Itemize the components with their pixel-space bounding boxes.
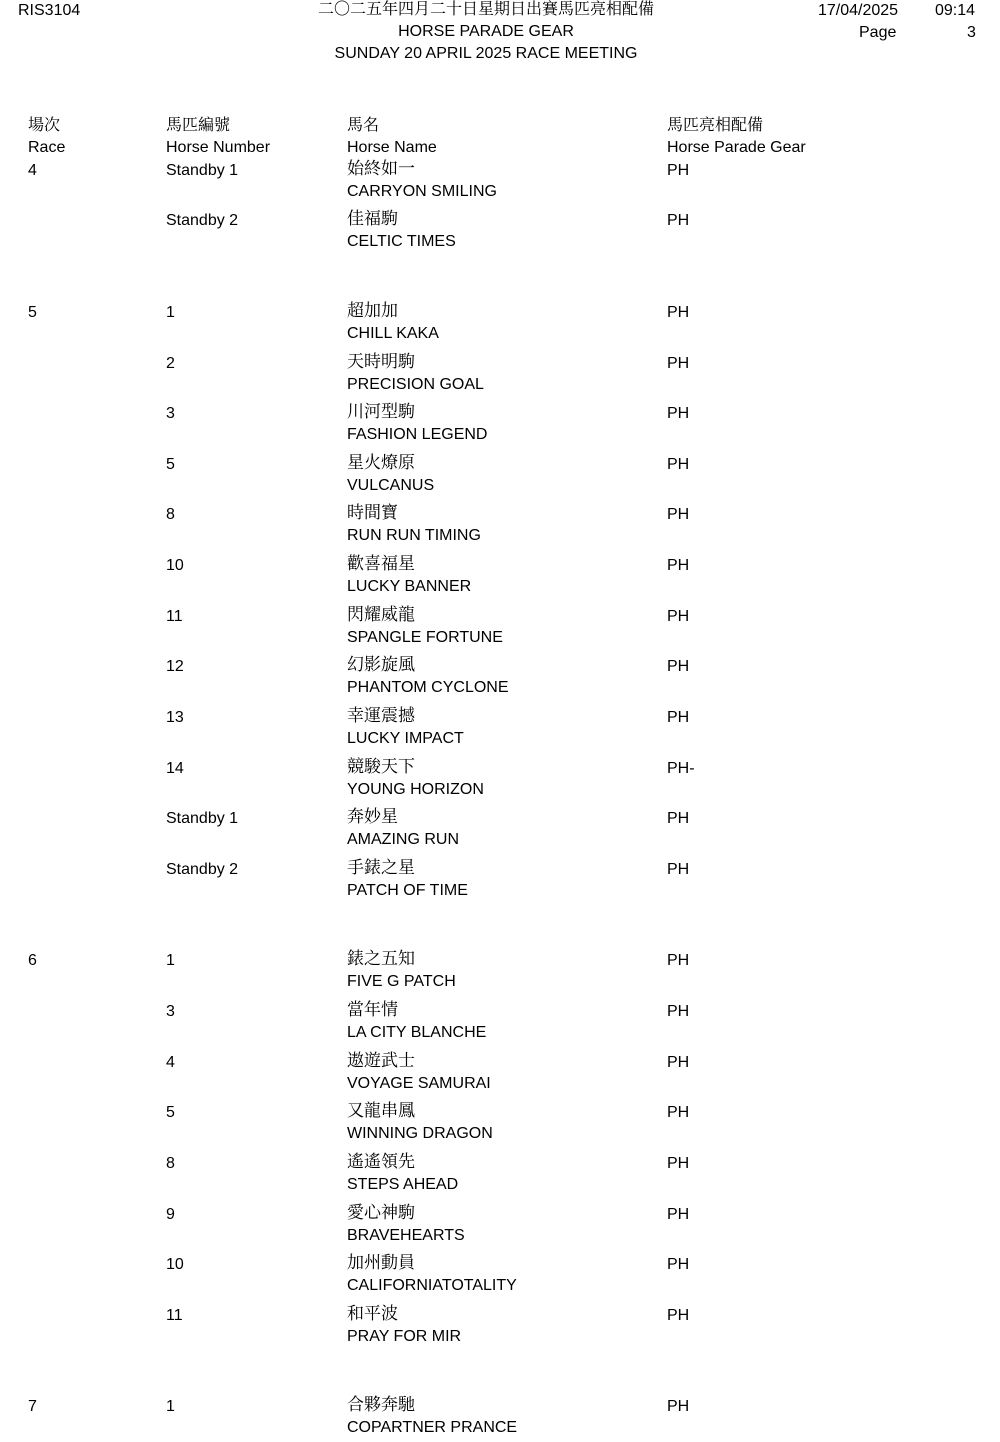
column-header-gear bbox=[667, 115, 806, 159]
report-id: RIS3104 bbox=[18, 2, 81, 19]
parade-gear-cell: PH bbox=[667, 212, 690, 229]
horse-number-cell: 11 bbox=[166, 1307, 183, 1324]
horse-name-zh: 川河型駒 bbox=[347, 402, 415, 422]
parade-gear-cell: PH bbox=[667, 952, 690, 969]
horse-name-zh: 幻影旋風 bbox=[347, 655, 415, 675]
parade-gear-cell: PH bbox=[667, 304, 690, 321]
horse-name-zh: 和平波 bbox=[347, 1304, 398, 1324]
horse-name-en: PATCH OF TIME bbox=[347, 882, 468, 899]
horse-name-zh: 超加加 bbox=[347, 301, 398, 321]
horse-name-en: PRECISION GOAL bbox=[347, 376, 484, 393]
parade-gear-cell: PH bbox=[667, 162, 690, 179]
parade-gear-cell: PH bbox=[667, 1206, 690, 1223]
horse-name-zh: 歡喜福星 bbox=[347, 554, 415, 574]
horse-number-cell: 8 bbox=[166, 1155, 175, 1172]
parade-gear-cell: PH bbox=[667, 810, 690, 827]
horse-name-en: CARRYON SMILING bbox=[347, 183, 497, 200]
horse-number-cell: 1 bbox=[166, 1398, 175, 1415]
horse-name-zh: 愛心神駒 bbox=[347, 1203, 415, 1223]
report-date: 17/04/2025 bbox=[818, 2, 899, 19]
report-title-zh: 二〇二五年四月二十日星期日出賽馬匹亮相配備 bbox=[317, 1, 654, 18]
horse-name-zh: 佳福駒 bbox=[347, 209, 398, 229]
parade-gear-cell: PH bbox=[667, 506, 690, 523]
horse-name-en: STEPS AHEAD bbox=[347, 1176, 459, 1193]
horse-name-en: WINNING DRAGON bbox=[347, 1125, 493, 1142]
horse-number-cell: 10 bbox=[166, 1256, 184, 1273]
parade-gear-cell: PH bbox=[667, 355, 690, 372]
parade-gear-cell: PH bbox=[667, 1003, 690, 1020]
horse-number-cell: Standby 1 bbox=[166, 810, 239, 827]
parade-gear-cell: PH bbox=[667, 709, 690, 726]
horse-number-cell: 3 bbox=[166, 405, 175, 422]
horse-name-zh: 遨遊武士 bbox=[347, 1051, 415, 1071]
column-header-number bbox=[166, 115, 270, 159]
horse-number-cell: 1 bbox=[166, 952, 175, 969]
parade-gear-cell: PH bbox=[667, 405, 690, 422]
column-header-race-zh: 場次 bbox=[28, 117, 61, 134]
horse-name-en: FASHION LEGEND bbox=[347, 426, 488, 443]
parade-gear-cell: PH bbox=[667, 1054, 690, 1071]
horse-number-cell: 14 bbox=[166, 760, 184, 777]
parade-gear-cell: PH bbox=[667, 861, 690, 878]
parade-gear-cell: PH bbox=[667, 1307, 690, 1324]
column-header-gear-en: Horse Parade Gear bbox=[667, 139, 806, 156]
horse-number-cell: Standby 1 bbox=[166, 162, 239, 179]
horse-name-en: PHANTOM CYCLONE bbox=[347, 679, 509, 696]
horse-name-en: VULCANUS bbox=[347, 477, 435, 494]
horse-name-en: SPANGLE FORTUNE bbox=[347, 629, 503, 646]
page-label: Page bbox=[859, 24, 897, 41]
horse-name-en: FIVE G PATCH bbox=[347, 973, 456, 990]
horse-name-zh: 時間寶 bbox=[347, 503, 398, 523]
horse-number-cell: 13 bbox=[166, 709, 184, 726]
page-number: 3 bbox=[967, 24, 976, 41]
parade-gear-cell: PH bbox=[667, 1155, 690, 1172]
report-time: 09:14 bbox=[935, 2, 976, 19]
parade-gear-cell: PH bbox=[667, 608, 690, 625]
horse-name-zh: 閃耀威龍 bbox=[347, 605, 415, 625]
race-cell: 6 bbox=[28, 952, 37, 969]
horse-name-en: BRAVEHEARTS bbox=[347, 1227, 465, 1244]
horse-name-zh: 天時明駒 bbox=[347, 352, 415, 372]
horse-number-cell: 8 bbox=[166, 506, 175, 523]
parade-gear-cell: PH bbox=[667, 1256, 690, 1273]
horse-name-zh: 競駿天下 bbox=[347, 757, 415, 777]
horse-number-cell: 5 bbox=[166, 456, 175, 473]
horse-name-zh: 遙遙領先 bbox=[347, 1152, 415, 1172]
horse-number-cell: 1 bbox=[166, 304, 175, 321]
column-header-number-en: Horse Number bbox=[166, 139, 271, 156]
horse-name-zh: 星火燎原 bbox=[347, 453, 415, 473]
horse-name-zh: 加州動員 bbox=[347, 1253, 415, 1273]
horse-number-cell: 9 bbox=[166, 1206, 175, 1223]
parade-gear-cell: PH bbox=[667, 557, 690, 574]
column-header-name-zh: 馬名 bbox=[347, 117, 380, 134]
horse-name-en: AMAZING RUN bbox=[347, 831, 459, 848]
race-cell: 5 bbox=[28, 304, 37, 321]
horse-number-cell: Standby 2 bbox=[166, 861, 239, 878]
horse-name-en: YOUNG HORIZON bbox=[347, 781, 484, 798]
race-cell: 7 bbox=[28, 1398, 37, 1415]
horse-name-zh: 奔妙星 bbox=[347, 807, 398, 827]
horse-name-zh: 手錶之星 bbox=[347, 858, 415, 878]
column-header-name-en: Horse Name bbox=[347, 139, 437, 156]
horse-name-en: COPARTNER PRANCE bbox=[347, 1419, 518, 1436]
report-subtitle: SUNDAY 20 APRIL 2025 RACE MEETING bbox=[334, 45, 638, 62]
horse-name-zh: 當年情 bbox=[347, 1000, 398, 1020]
horse-name-en: LUCKY IMPACT bbox=[347, 730, 464, 747]
horse-number-cell: 11 bbox=[166, 608, 183, 625]
report-title-en: HORSE PARADE GEAR bbox=[398, 23, 574, 40]
horse-number-cell: 2 bbox=[166, 355, 175, 372]
horse-name-en: VOYAGE SAMURAI bbox=[347, 1075, 491, 1092]
horse-name-en: CELTIC TIMES bbox=[347, 233, 456, 250]
race-cell: 4 bbox=[28, 162, 37, 179]
parade-gear-cell: PH bbox=[667, 1398, 690, 1415]
column-header-race bbox=[28, 115, 65, 159]
horse-name-zh: 幸運震撼 bbox=[347, 706, 415, 726]
parade-gear-cell: PH- bbox=[667, 760, 695, 777]
horse-name-zh: 錶之五知 bbox=[347, 949, 415, 969]
horse-name-en: LUCKY BANNER bbox=[347, 578, 472, 595]
horse-name-en: RUN RUN TIMING bbox=[347, 527, 481, 544]
parade-gear-cell: PH bbox=[667, 658, 690, 675]
horse-name-en: CALIFORNIATOTALITY bbox=[347, 1277, 517, 1294]
parade-gear-cell: PH bbox=[667, 1104, 690, 1121]
column-header-number-zh: 馬匹編號 bbox=[166, 117, 231, 134]
horse-number-cell: Standby 2 bbox=[166, 212, 239, 229]
horse-number-cell: 10 bbox=[166, 557, 184, 574]
horse-number-cell: 5 bbox=[166, 1104, 175, 1121]
column-header-gear-zh: 馬匹亮相配備 bbox=[667, 117, 764, 134]
column-header-race-en: Race bbox=[28, 139, 66, 156]
column-header-name bbox=[347, 115, 437, 159]
horse-number-cell: 12 bbox=[166, 658, 184, 675]
horse-name-en: CHILL KAKA bbox=[347, 325, 439, 342]
horse-name-zh: 合夥奔馳 bbox=[347, 1395, 415, 1415]
horse-name-en: PRAY FOR MIR bbox=[347, 1328, 462, 1345]
horse-name-zh: 又龍串鳳 bbox=[347, 1101, 415, 1121]
horse-name-zh: 始終如一 bbox=[347, 159, 415, 179]
horse-number-cell: 4 bbox=[166, 1054, 175, 1071]
horse-number-cell: 3 bbox=[166, 1003, 175, 1020]
horse-name-en: LA CITY BLANCHE bbox=[347, 1024, 487, 1041]
parade-gear-cell: PH bbox=[667, 456, 690, 473]
